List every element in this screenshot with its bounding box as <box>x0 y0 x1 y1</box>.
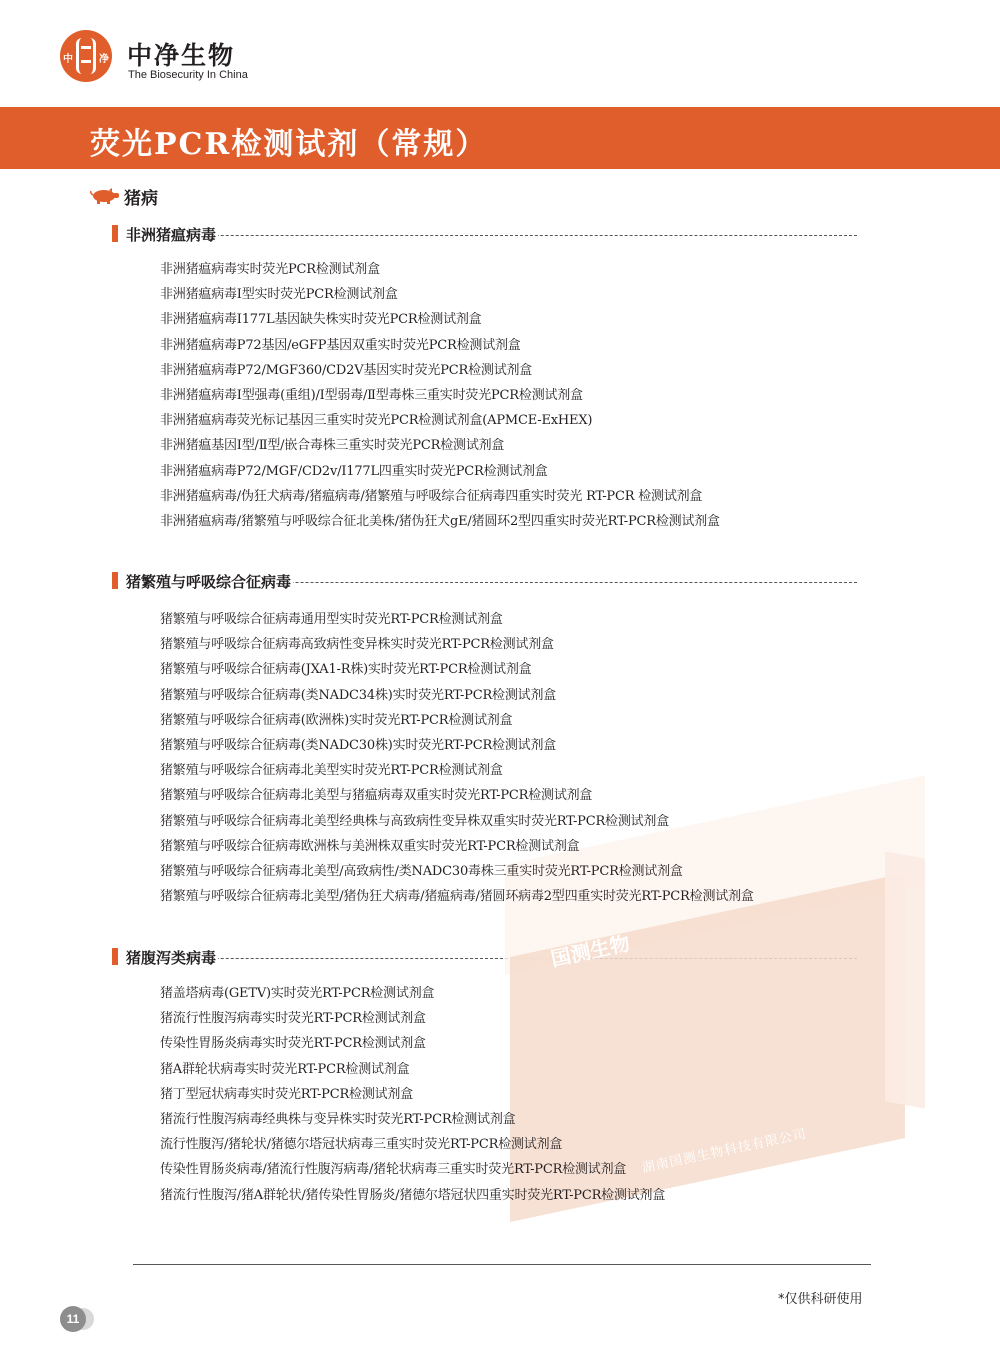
list-item: 猪繁殖与呼吸综合征病毒北美型/猪伪狂犬病毒/猪瘟病毒/猪圆环病毒2型四重实时荧光RT-PCR检测试剂盒 <box>160 889 754 905</box>
list-item: 猪流行性腹泻/猪A群轮状/猪传染性胃肠炎/猪德尔塔冠状四重实时荧光RT-PCR检测试剂盒 <box>160 1187 666 1203</box>
list-item: 非洲猪瘟病毒I型强毒(重组)/I型弱毒/Ⅱ型毒株三重实时荧光PCR检测试剂盒 <box>160 387 583 403</box>
section-marker <box>112 572 118 589</box>
list-item: 猪丁型冠状病毒实时荧光RT-PCR检测试剂盒 <box>160 1086 414 1102</box>
product-list-asfv <box>160 257 720 534</box>
list-item: 猪流行性腹泻病毒经典株与变异株实时荧光RT-PCR检测试剂盒 <box>160 1111 516 1127</box>
list-item: 非洲猪瘟病毒I型实时荧光PCR检测试剂盒 <box>160 287 398 303</box>
section-title: 非洲猪瘟病毒 <box>126 226 217 244</box>
list-item: 猪繁殖与呼吸综合征病毒高致病性变异株实时荧光RT-PCR检测试剂盒 <box>160 637 554 653</box>
box-company-label: 湖南国测生物科技有限公司 <box>640 1126 809 1177</box>
list-item: 非洲猪瘟病毒P72/MGF360/CD2V基因实时荧光PCR检测试剂盒 <box>160 362 533 378</box>
page-number: 11 <box>60 1306 86 1332</box>
title-banner <box>0 107 1000 169</box>
category-label: 猪病 <box>124 189 158 209</box>
list-item: 非洲猪瘟病毒P72/MGF/CD2v/I177L四重实时荧光PCR检测试剂盒 <box>160 463 548 479</box>
list-item: 流行性腹泻/猪轮状/猪德尔塔冠状病毒三重实时荧光RT-PCR检测试剂盒 <box>160 1137 563 1153</box>
box-brand-label: 国测生物 <box>548 930 632 972</box>
section-header-asfv <box>112 224 857 244</box>
product-list-diarrhea <box>160 981 665 1208</box>
logo-right-char: 净 <box>99 54 109 65</box>
section-marker <box>112 948 118 965</box>
list-item: 非洲猪瘟病毒/猪繁殖与呼吸综合征北美株/猪伪狂犬gE/猪圆环2型四重实时荧光RT-PCR检测试剂盒 <box>160 513 720 529</box>
list-item: 传染性胃肠炎病毒实时荧光RT-PCR检测试剂盒 <box>160 1036 426 1052</box>
list-item: 猪繁殖与呼吸综合征病毒北美型与猪瘟病毒双重实时荧光RT-PCR检测试剂盒 <box>160 788 593 804</box>
page-title: 荧光PCR检测试剂（常规） <box>90 127 488 162</box>
list-item: 非洲猪瘟基因I型/Ⅱ型/嵌合毒株三重实时荧光PCR检测试剂盒 <box>160 438 505 454</box>
list-item: 猪流行性腹泻病毒实时荧光RT-PCR检测试剂盒 <box>160 1011 426 1027</box>
list-item: 猪繁殖与呼吸综合征病毒通用型实时荧光RT-PCR检测试剂盒 <box>160 612 503 627</box>
list-item: 传染性胃肠炎病毒/猪流行性腹泻病毒/猪轮状病毒三重实时荧光RT-PCR检测试剂盒 <box>160 1162 627 1178</box>
list-item: 猪繁殖与呼吸综合征病毒(类NADC34株)实时荧光RT-PCR检测试剂盒 <box>160 687 557 703</box>
list-item: 非洲猪瘟病毒实时荧光PCR检测试剂盒 <box>160 262 380 277</box>
box-side-face <box>885 851 925 1108</box>
section-marker <box>112 225 118 242</box>
brand-logo <box>60 30 112 82</box>
list-item: 猪繁殖与呼吸综合征病毒欧洲株与美洲株双重实时荧光RT-PCR检测试剂盒 <box>160 838 580 854</box>
brand-name-cn: 中净生物 <box>127 41 236 70</box>
section-title: 猪繁殖与呼吸综合征病毒 <box>126 573 292 591</box>
list-item: 猪繁殖与呼吸综合征病毒(欧洲株)实时荧光RT-PCR检测试剂盒 <box>160 712 513 728</box>
list-item: 猪繁殖与呼吸综合征病毒(JXA1-R株)实时荧光RT-PCR检测试剂盒 <box>160 662 532 678</box>
dashed-divider <box>126 235 857 236</box>
section-header-prrsv <box>112 571 857 591</box>
page-number-badge <box>60 1306 96 1336</box>
list-item: 非洲猪瘟病毒荧光标记基因三重实时荧光PCR检测试剂盒(APMCE-ExHEX) <box>160 413 593 429</box>
list-item: 猪繁殖与呼吸综合征病毒北美型/高致病性/类NADC30毒株三重实时荧光RT-PCR检测试剂盒 <box>160 863 683 879</box>
list-item: 猪繁殖与呼吸综合征病毒北美型实时荧光RT-PCR检测试剂盒 <box>160 763 503 779</box>
pig-icon <box>90 188 120 204</box>
list-item: 猪繁殖与呼吸综合征病毒(类NADC30株)实时荧光RT-PCR检测试剂盒 <box>160 737 557 753</box>
list-item: 猪A群轮状病毒实时荧光RT-PCR检测试剂盒 <box>160 1061 410 1077</box>
list-item: 猪盖塔病毒(GETV)实时荧光RT-PCR检测试剂盒 <box>160 986 435 1001</box>
product-list-prrsv <box>160 607 754 909</box>
list-item: 猪繁殖与呼吸综合征病毒北美型经典株与高致病性变异株双重实时荧光RT-PCR检测试剂盒 <box>160 813 670 829</box>
list-item: 非洲猪瘟病毒I177L基因缺失株实时荧光PCR检测试剂盒 <box>160 312 482 328</box>
brand-name-en: The Biosecurity In China <box>128 69 248 81</box>
list-item: 非洲猪瘟病毒P72基因/eGFP基因双重实时荧光PCR检测试剂盒 <box>160 337 521 353</box>
dna-icon <box>76 38 96 74</box>
list-item: 非洲猪瘟病毒/伪狂犬病毒/猪瘟病毒/猪繁殖与呼吸综合征病毒四重实时荧光 RT-PCR 检测试剂盒 <box>160 488 703 504</box>
footer-divider <box>133 1264 871 1265</box>
logo-left-char: 中 <box>63 54 73 65</box>
section-title: 猪腹泻类病毒 <box>126 949 217 967</box>
footer-note: *仅供科研使用 <box>778 1292 863 1307</box>
